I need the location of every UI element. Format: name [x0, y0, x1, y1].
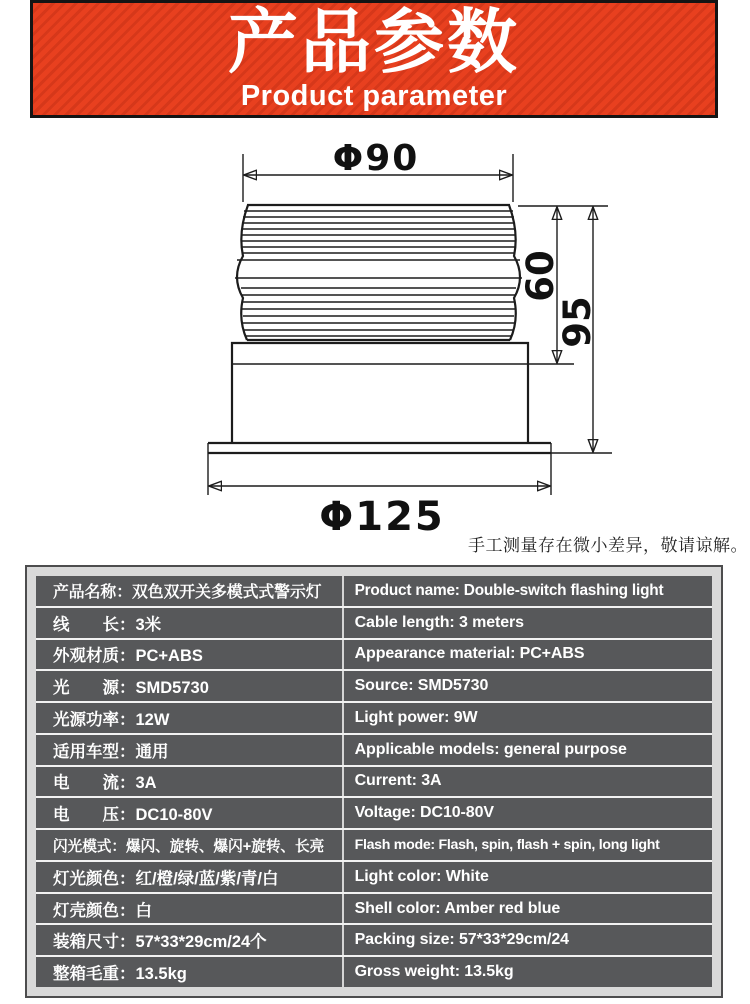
spec-cell-cn: 外观材质：PC+ABS	[36, 640, 344, 670]
base-body	[232, 343, 528, 443]
dim-label-top-diameter: Φ90	[332, 138, 420, 179]
table-row	[36, 576, 712, 608]
spec-panel	[36, 576, 712, 987]
spec-cell-en: Voltage: DC10-80V	[354, 804, 494, 822]
table-row	[36, 862, 712, 894]
dimension-drawing	[0, 130, 750, 560]
table-row	[36, 640, 712, 672]
spec-cell-en: Cable length: 3 meters	[354, 613, 524, 631]
spec-cell-cn: 灯壳颜色：白	[36, 894, 344, 924]
spec-cell-en: Applicable models: general purpose	[354, 740, 627, 758]
dome-ribs-top	[241, 211, 516, 253]
table-row	[36, 830, 712, 862]
table-row	[36, 703, 712, 735]
spec-cell-en: Source: SMD5730	[354, 677, 489, 695]
spec-cell-en: Light color: White	[354, 867, 489, 885]
dim-label-inner-height: 60	[519, 250, 562, 302]
dome-ribs-bottom	[241, 288, 516, 336]
table-row	[36, 608, 712, 640]
spec-cell-en: Product name: Double-switch flashing light	[354, 581, 664, 599]
banner-title-cn: 产品参数	[228, 3, 520, 82]
banner-subtitle-en: Product parameter	[240, 79, 508, 112]
spec-cell-cn: 灯光颜色：红/橙/绿/蓝/紫/青/白	[36, 862, 344, 892]
spec-cell-en: Packing size: 57*33*29cm/24	[354, 931, 569, 949]
spec-cell-en: Flash mode: Flash, spin, flash + spin, long light	[354, 837, 660, 853]
spec-cell-en: Current: 3A	[354, 772, 442, 790]
table-row	[36, 671, 712, 703]
dome-band-lines	[235, 260, 522, 278]
spec-cell-cn: 光 源：SMD5730	[36, 671, 344, 701]
table-row	[36, 735, 712, 767]
spec-cell-cn: 整箱毛重：13.5kg	[36, 957, 344, 987]
spec-cell-cn: 闪光模式：爆闪、旋转、爆闪+旋转、长亮	[36, 830, 344, 860]
dim-top-diameter-group	[243, 138, 513, 202]
spec-table	[25, 565, 723, 998]
dim-label-total-height: 95	[556, 296, 599, 348]
spec-cell-cn: 适用车型：通用	[36, 735, 344, 765]
table-row	[36, 957, 712, 987]
table-row	[36, 767, 712, 799]
spec-cell-cn: 电 流：3A	[36, 767, 344, 797]
lens-dome	[235, 205, 522, 340]
spec-cell-en: Gross weight: 13.5kg	[354, 963, 514, 981]
spec-cell-en: Appearance material: PC+ABS	[354, 645, 585, 663]
spec-cell-en: Shell color: Amber red blue	[354, 899, 561, 917]
table-row	[36, 925, 712, 957]
measurement-note: 手工测量存在微小差异，敬请谅解。	[468, 536, 748, 555]
banner	[30, 0, 718, 118]
spec-cell-cn: 光源功率：12W	[36, 703, 344, 733]
table-row	[36, 894, 712, 926]
spec-cell-cn: 装箱尺寸：57*33*29cm/24个	[36, 925, 344, 955]
spec-cell-cn: 产品名称：双色双开关多模式式警示灯	[36, 576, 344, 606]
base-flange	[208, 443, 551, 495]
dim-label-base-diameter: Φ125	[319, 494, 445, 540]
spec-cell-cn: 电 压：DC10-80V	[36, 798, 344, 828]
spec-cell-cn: 线 长：3米	[36, 608, 344, 638]
spec-cell-en: Light power: 9W	[354, 708, 478, 726]
table-row	[36, 798, 712, 830]
dim-heights-group	[518, 206, 612, 453]
